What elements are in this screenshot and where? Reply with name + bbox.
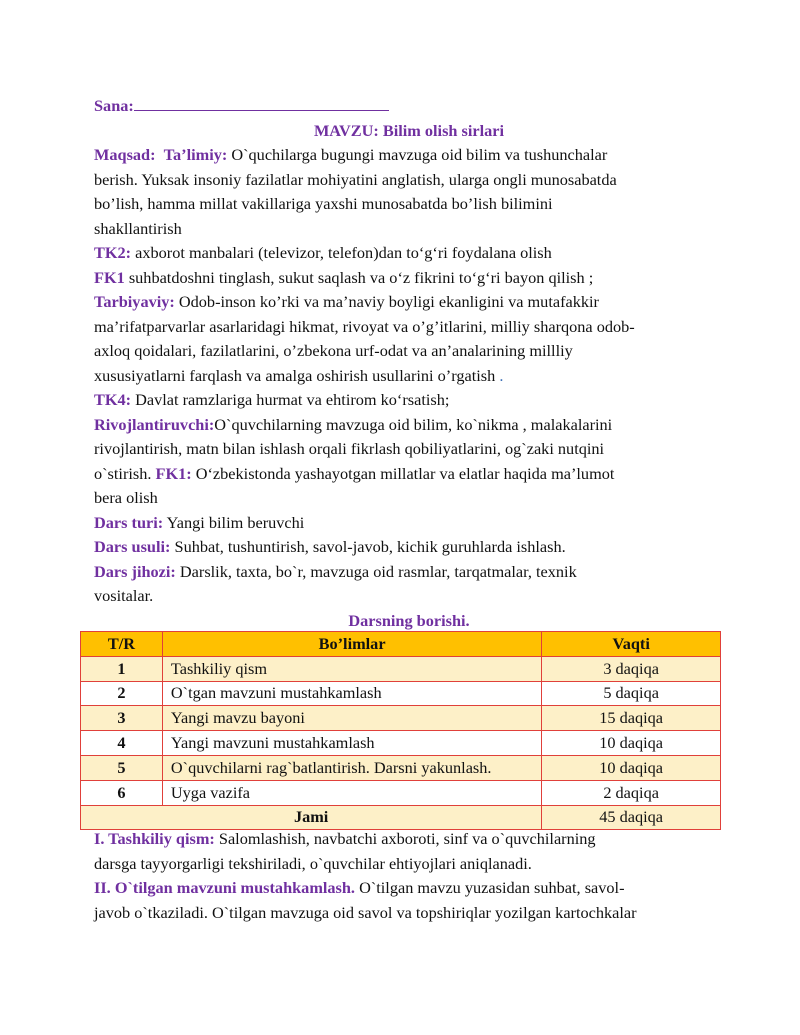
tk2-line [94, 241, 724, 266]
tarbiyaviy-line: Odob-inson ko’rki va ma’naviy boyligi ekanligini va mutafakkir [174, 292, 599, 311]
rivojlantiruvchi-line: O‘zbekistonda yashayotgan millatlar va elatlar haqida ma’lumot [191, 463, 615, 483]
maqsad-label: Maqsad: [94, 145, 156, 164]
fk1-line [94, 266, 724, 291]
lesson-plan-table [80, 631, 721, 830]
row-section: Uyga vazifa [162, 780, 541, 805]
tk4-line [94, 388, 724, 413]
dars-usuli-line [94, 535, 724, 560]
row-number: 3 [81, 706, 163, 731]
row-number: 6 [81, 780, 163, 805]
rivojlantiruvchi-line: o`stirish. [94, 463, 156, 483]
maqsad-line: O`quchilarga bugungi mavzuga oid bilim va tushunchalar [227, 145, 608, 164]
row-section: Yangi mavzu bayoni [162, 706, 541, 731]
table-header-vaqti: Vaqti [542, 632, 721, 657]
fk1-text: suhbatdoshni tinglash, sukut saqlash va o‘z fikrini to‘g‘ri bayon qilish ; [124, 267, 594, 287]
section-1-text: Salomlashish, navbatchi axboroti, sinf va o`quvchilarning [214, 829, 596, 848]
section-2-line-2: javob o`tkaziladi. O`tilgan mavzuga oid savol va topshiriqlar yozilgan kartochkalar [94, 902, 637, 922]
rivojlantiruvchi-paragraph [94, 413, 724, 511]
tarbiyaviy-paragraph [94, 290, 724, 388]
section-1-line-2: darsga tayyorgarligi tekshiriladi, o`quvchilar ehtiyojlari aniqlanadi. [94, 853, 532, 873]
sana-line [94, 94, 724, 119]
dars-usuli-text: Suhbat, tushuntirish, savol-javob, kichik guruhlarda ishlash. [170, 537, 566, 556]
dars-turi-label: Dars turi: [94, 512, 164, 532]
talimiy-label: Ta’limiy: [163, 145, 228, 164]
rivojlantiruvchi-line: bera olish [94, 488, 158, 507]
row-number: 2 [81, 681, 163, 706]
dars-jihozi-label: Dars jihozi: [94, 561, 176, 581]
row-number: 5 [81, 755, 163, 780]
rivojlantiruvchi-line: O`quvchilarning mavzuga oid bilim, ko`nikma , malakalarini [214, 414, 613, 434]
fk1-label-2: FK1: [155, 463, 192, 483]
sana-blank [134, 95, 389, 111]
dars-jihozi-line [94, 560, 724, 585]
row-time: 10 daqiqa [542, 755, 721, 780]
row-time: 15 daqiqa [542, 706, 721, 731]
rivojlantiruvchi-label: Rivojlantiruvchi: [94, 414, 215, 434]
rivojlantiruvchi-line: rivojlantirish, matn bilan ishlash orqali fikrlash qobiliyatlarini, og`zaki nutqini [94, 439, 605, 458]
table-row [81, 706, 721, 731]
maqsad-line: shakllantirish [94, 218, 182, 238]
row-time: 10 daqiqa [542, 731, 721, 756]
table-row [81, 731, 721, 756]
document-body [94, 94, 724, 633]
tk4-label: TK4: [94, 390, 132, 409]
section-1-label: I. Tashkiliy qism: [94, 829, 215, 848]
section-2-label: II. O`tilgan mavzuni mustahkamlash. [94, 878, 356, 897]
row-section: O`tgan mavzuni mustahkamlash [162, 681, 541, 706]
dars-turi-text: Yangi bilim beruvchi [163, 512, 305, 532]
total-time: 45 daqiqa [542, 805, 721, 830]
total-label: Jami [81, 805, 542, 830]
mavzu-title: MAVZU: Bilim olish sirlari [313, 120, 505, 140]
fk1-label: FK1 [94, 267, 125, 287]
tk4-text: Davlat ramzlariga hurmat va ehtirom ko‘rsatish; [131, 390, 450, 409]
sana-label: Sana: [94, 96, 134, 115]
row-number: 1 [81, 656, 163, 681]
table-row [81, 656, 721, 681]
tarbiyaviy-label: Tarbiyaviy: [94, 292, 175, 311]
tk2-label: TK2: [94, 243, 132, 262]
tarbiyaviy-line: xususiyatlarni farqlash va amalga oshirish usullarini o’rgatish [94, 365, 496, 385]
section-1-line [94, 827, 724, 852]
maqsad-paragraph [94, 143, 724, 241]
row-number: 4 [81, 731, 163, 756]
row-section: Yangi mavzuni mustahkamlash [162, 731, 541, 756]
table-row [81, 780, 721, 805]
maqsad-line: berish. Yuksak insoniy fazilatlar mohiyatini anglatish, ularga ongli munosabatda [94, 169, 617, 189]
dars-jihozi-text: Darslik, taxta, bo`r, mavzuga oid rasmlar, tarqatmalar, texnik [175, 561, 577, 581]
maqsad-line: bo’lish, hamma millat vakillariga yaxshi munosabatda bo’lish bilimini [94, 194, 553, 213]
dars-usuli-label: Dars usuli: [94, 537, 171, 556]
dars-jihozi-line-2: vositalar. [94, 586, 154, 605]
section-2-text: O`tilgan mavzu yuzasidan suhbat, savol- [355, 878, 625, 897]
table-header-bolimlar: Bo’limlar [162, 632, 541, 657]
table-row [81, 755, 721, 780]
table-row [81, 681, 721, 706]
lesson-sections [94, 827, 724, 925]
row-time: 2 daqiqa [542, 780, 721, 805]
row-section: Tashkiliy qism [162, 656, 541, 681]
dars-turi-line [94, 511, 724, 536]
table-header-tr: T/R [81, 632, 163, 657]
tarbiyaviy-line: ma’rifatparvarlar asarlaridagi hikmat, rivoyat va o’g’itlarini, milliy sharqona odob- [94, 316, 635, 336]
row-time: 5 daqiqa [542, 681, 721, 706]
tarbiyaviy-end-mark: . [499, 365, 504, 385]
row-time: 3 daqiqa [542, 656, 721, 681]
row-section: O`quvchilarni rag`batlantirish. Darsni yakunlash. [162, 755, 541, 780]
darsning-borishi-heading: Darsning borishi. [348, 610, 470, 630]
table-header-row [81, 632, 721, 657]
tk2-text: axborot manbalari (televizor, telefon)dan to‘g‘ri foydalana olish [131, 243, 552, 262]
section-2-line [94, 876, 724, 901]
tarbiyaviy-line: axloq qoidalari, fazilatlarini, o’zbekona urf-odat va an’analarining millliy [94, 341, 573, 360]
